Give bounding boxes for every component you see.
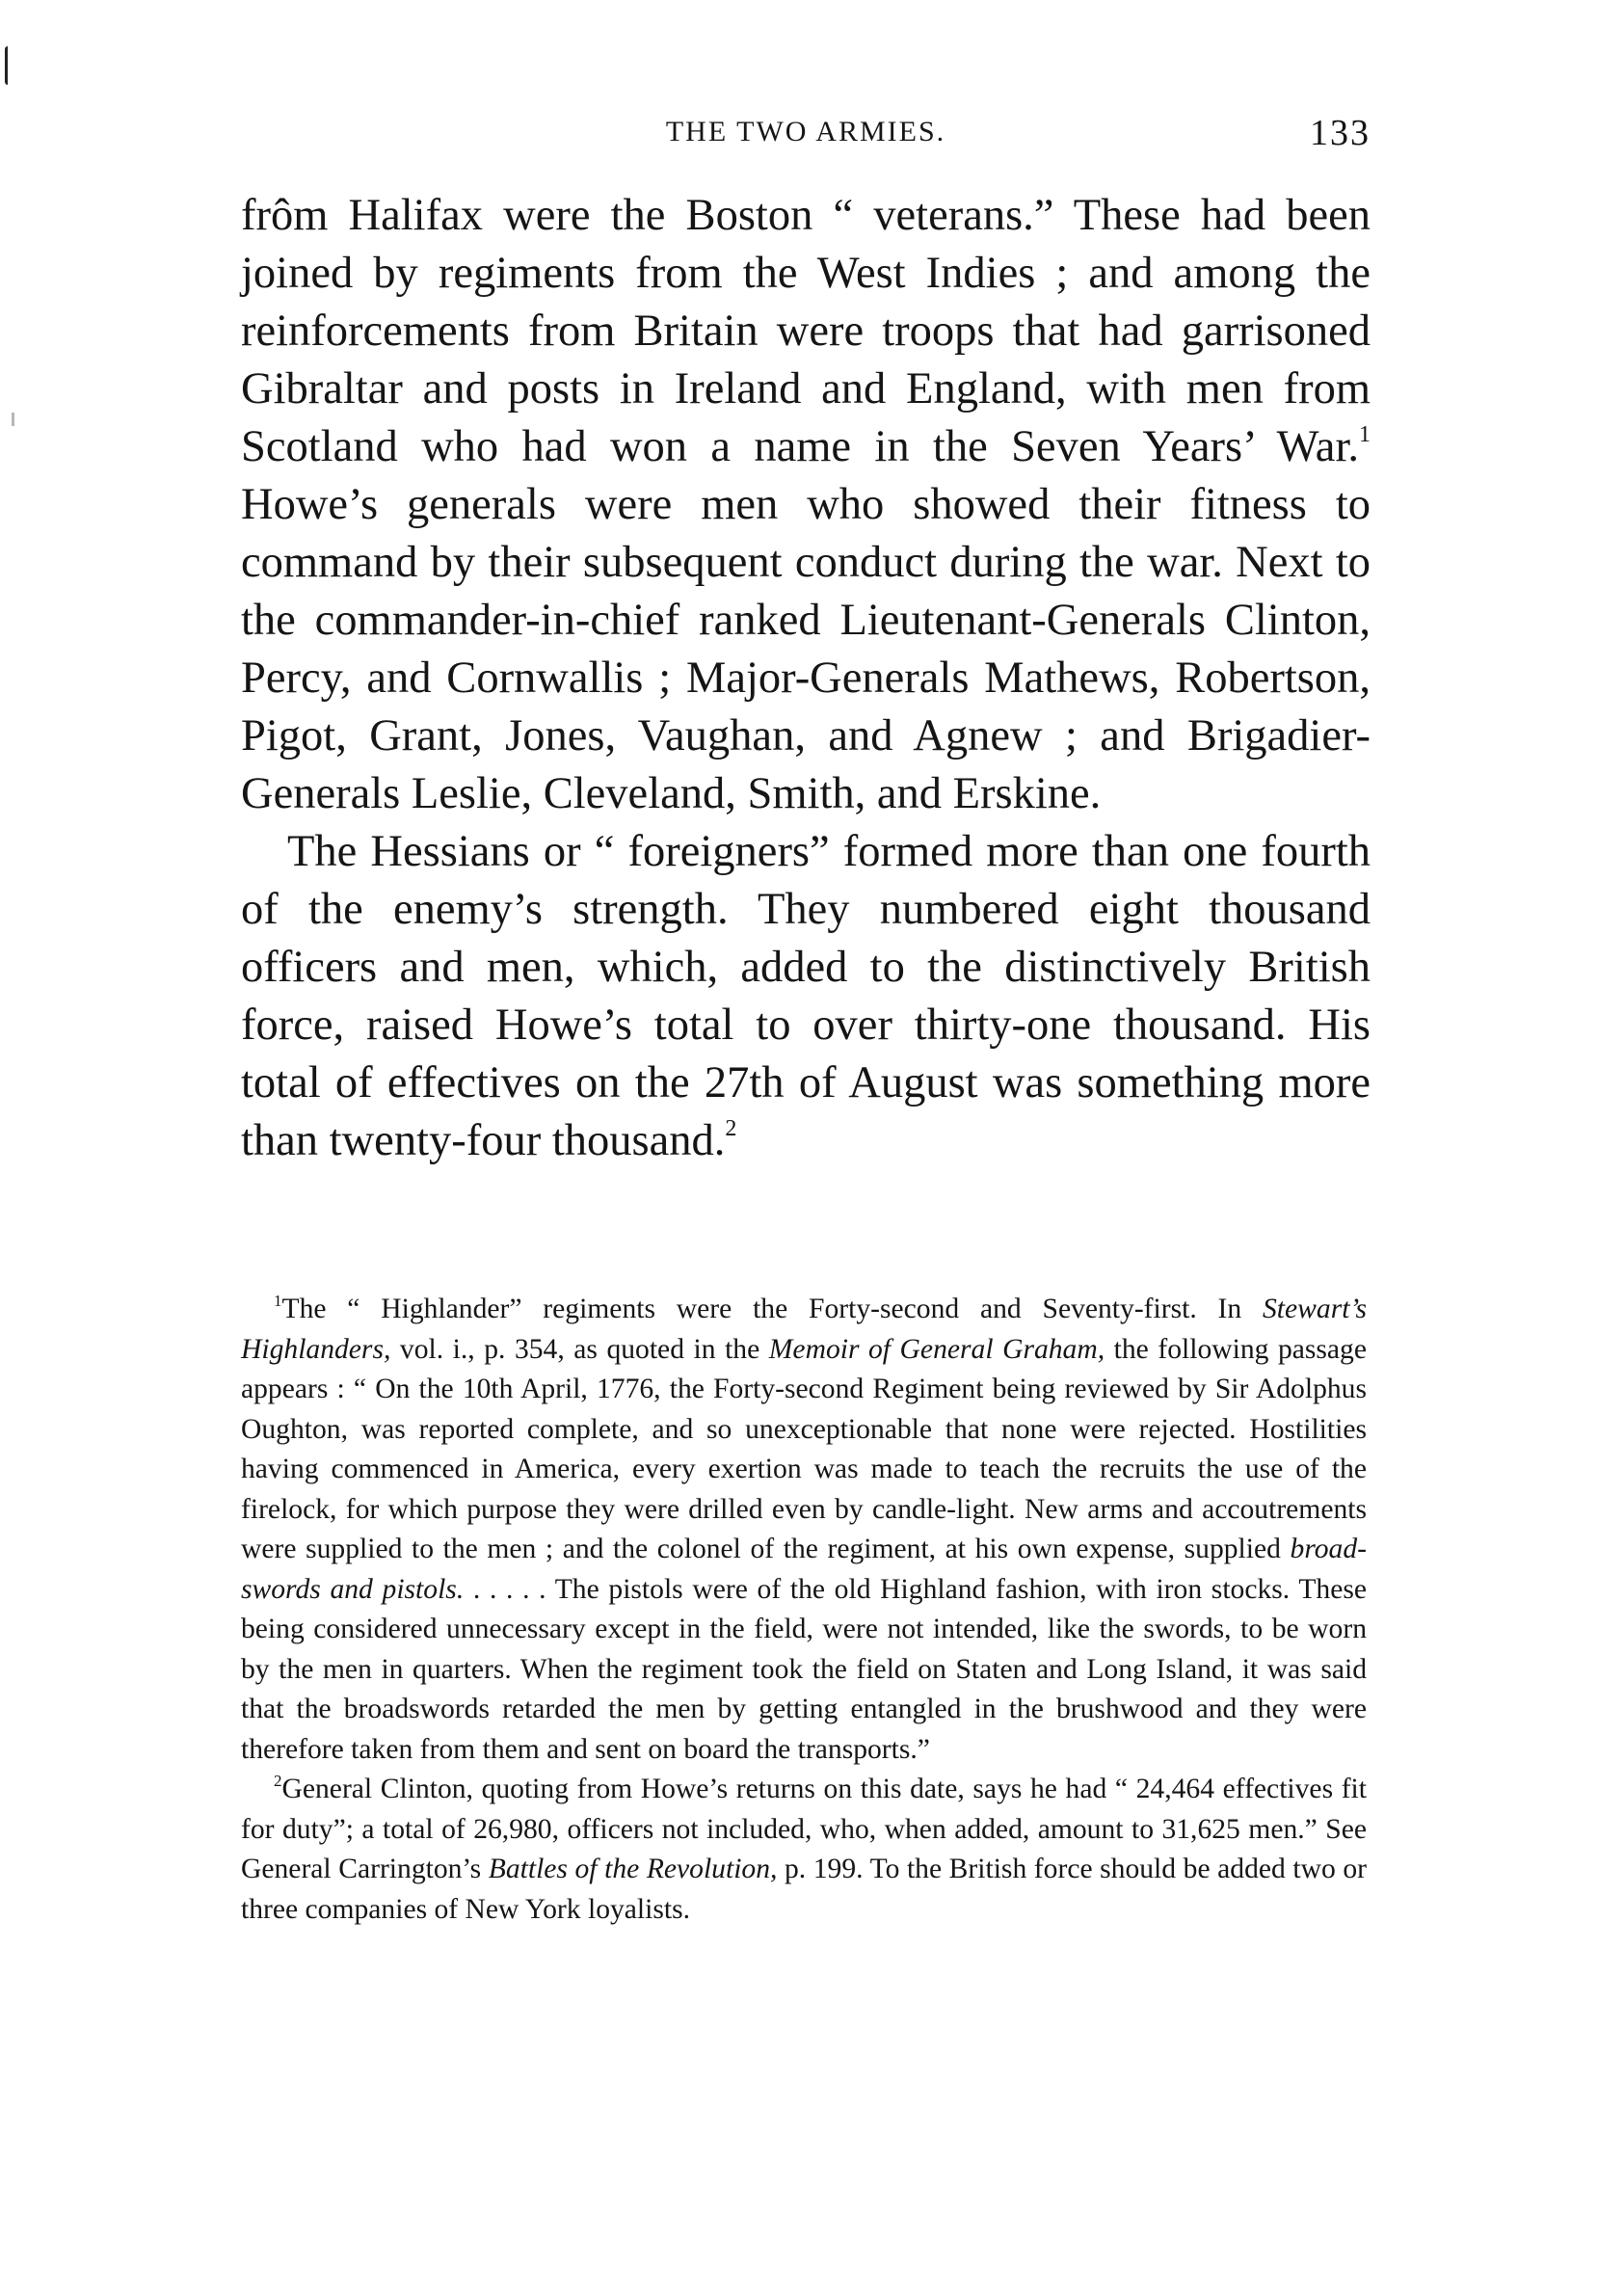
footnote-1-part-b: vol. i., p. 354, as quoted in the xyxy=(390,1333,769,1365)
paragraph-1 xyxy=(241,187,1371,823)
footnote-1 xyxy=(241,1290,1367,1770)
footnote-2-part-a: General Clinton, quoting from Howe’s returns on this date, says he had “ 24,464 effectives fit for duty”; a total of 26,980, officers not included, who, when added, amount to 31,625 men.” See General Carrington’s xyxy=(241,1774,1367,1884)
main-text xyxy=(241,187,1371,1170)
footnote-1-title-stewarts-highlanders: Stewart’s Highlanders, xyxy=(241,1294,1367,1365)
paragraph-1-part-b: Howe’s generals were men who showed their fitness to command by their subsequent conduct during the war. Next to the commander-in-chief ranked Lieutenant-Generals Clinton, Percy, and Cornwallis ; Major-Generals Mathews, Robertson, Pigot, Grant, Jones, Vaughan, and Agnew ; and Brigadier-Generals Leslie, Cleveland, Smith, and Erskine. xyxy=(241,480,1371,818)
paragraph-2-text: The Hessians or “ foreigners” formed more than one fourth of the enemy’s strength. They numbered eight thousand officers and men, which, added to the distinctively British force, raised Howe’s total to over thirty-one thousand. His total of effectives on the 27th of August was something more than twenty-four thousand. xyxy=(241,827,1371,1165)
footnote-1-part-c: the following passage appears : “ On the 10th April, 1776, the Forty-second Regiment being reviewed by Sir Adolphus Oughton, was reported complete, and so unexceptionable that none were rejected. Hostilities having commenced in America, every exertion was made to teach the recruits the use of the firelock, for which purpose they were drilled even by candle-light. New arms and accoutrements were supplied to the men ; and the colonel of the regiment, at his own expense, supplied xyxy=(241,1333,1367,1564)
footnote-2-part-b: p. 199. To the British force should be added two or three companies of New York loyalists. xyxy=(241,1854,1367,1925)
running-head: THE TWO ARMIES. xyxy=(665,116,946,147)
page-number: 133 xyxy=(1310,113,1371,153)
margin-scan-mark xyxy=(5,46,13,85)
footnote-1-title-memoir-general-graham: Memoir of General Graham, xyxy=(768,1333,1105,1365)
margin-scan-speck xyxy=(12,413,14,426)
footnote-1-emphasis-broadswords: broad-swords and pistols. xyxy=(241,1534,1367,1605)
footnote-1-part-a: The “ Highlander” regiments were the Forty-second and Seventy-first. In xyxy=(281,1294,1263,1324)
footnote-1-number: 1 xyxy=(274,1292,282,1310)
footnote-2-number: 2 xyxy=(274,1772,282,1790)
footnote-ref-1: 1 xyxy=(1359,422,1371,447)
footnote-2 xyxy=(241,1770,1367,1930)
footnote-ref-2: 2 xyxy=(725,1116,737,1141)
footnote-2-title-battles-of-revolution: Battles of the Revolution, xyxy=(488,1854,778,1884)
paragraph-2 xyxy=(241,823,1371,1170)
paragraph-1-part-a: frôm Halifax were the Boston “ veterans.” These had been joined by regiments from the West Indies ; and among the reinforcements from Britain were troops that had garrisoned Gibraltar and posts in Ireland and England, with men from Scotland who had won a name in the Seven Years’ War. xyxy=(241,191,1371,471)
page-header xyxy=(241,112,1371,160)
footnotes xyxy=(241,1290,1367,1930)
footnote-1-part-d: . . . . . The pistols were of the old Highland fashion, with iron stocks. These being considered unnecessary except in the field, were not intended, like the swords, to be worn by the men in quarters. When the regiment took the field on Staten and Long Island, it was said that the broadswords retarded the men by getting entangled in the brushwood and they were therefore taken from them and sent on board the transports.” xyxy=(241,1573,1367,1765)
